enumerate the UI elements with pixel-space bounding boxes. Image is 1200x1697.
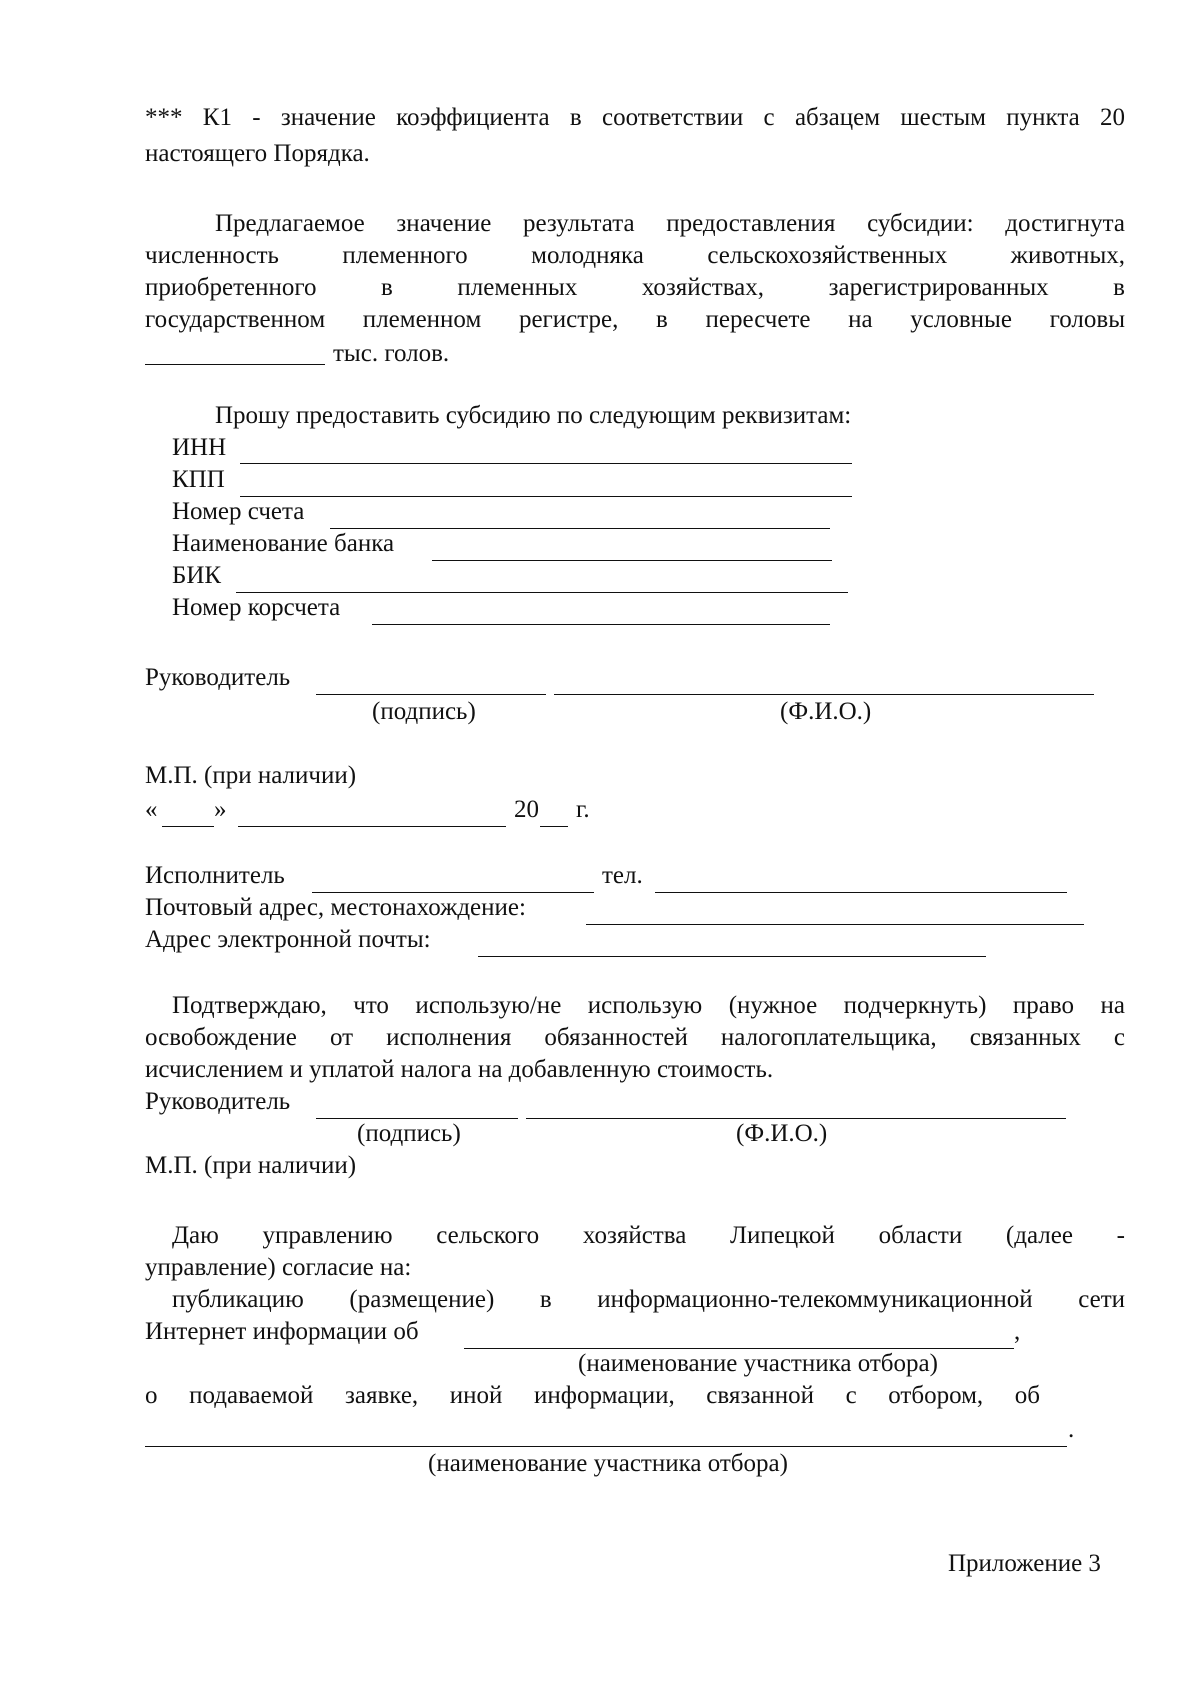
consent-line-2: управление) согласие на: [145,1254,412,1281]
consent-line-1: Даю управлению сельского хозяйства Липецкой области (далее - [172,1222,1125,1249]
head-signature-field-1[interactable] [316,694,546,695]
date-open-quote: « [145,796,158,823]
signature-caption-1: (подпись) [372,698,476,725]
kpp-field[interactable] [240,496,852,497]
bank-name-label: Наименование банка [172,530,395,557]
appendix-label: Приложение 3 [948,1550,1101,1577]
vat-line-1: Подтверждаю, что использую/не использую (нужное подчеркнуть) право на [172,992,1125,1019]
result-line-2: численность племенного молодняка сельскохозяйственных животных, [145,242,1125,269]
bank-details-intro: Прошу предоставить субсидию по следующим реквизитам: [215,402,852,429]
consent-line-5: о подаваемой заявке, иной информации, связанной с отбором, об [145,1382,1040,1409]
account-label: Номер счета [172,498,305,525]
stamp-label-1: М.П. (при наличии) [145,762,357,789]
corr-account-field[interactable] [372,624,830,625]
head-label-1: Руководитель [145,664,291,691]
consent-comma: , [1014,1318,1021,1345]
date-year-field[interactable] [540,826,568,827]
phone-label: тел. [602,862,643,889]
date-close-quote: » [214,796,227,823]
result-line-4: государственном племенном регистре, в пересчете на условные головы [145,306,1125,333]
fio-caption-1: (Ф.И.О.) [780,698,872,725]
vat-line-2: освобождение от исполнения обязанностей налогоплательщика, связанных с [145,1024,1125,1051]
result-line-1: Предлагаемое значение результата предоставления субсидии: достигнута [215,210,1125,237]
kpp-label: КПП [172,466,225,493]
bik-label: БИК [172,562,222,589]
executor-label: Исполнитель [145,862,285,889]
head-label-2: Руководитель [145,1088,291,1115]
address-label: Почтовый адрес, местонахождение: [145,894,526,921]
consent-line-4: Интернет информации об [145,1318,419,1345]
date-day-field[interactable] [162,826,214,827]
footnote-line-2: настоящего Порядка. [145,140,370,167]
footnote-line-1: *** К1 - значение коэффициента в соответствии с абзацем шестым пункта 20 [145,104,1125,131]
signature-caption-2: (подпись) [357,1120,461,1147]
date-year-prefix: 20 [514,796,539,823]
consent-line-3: публикацию (размещение) в информационно-телекоммуникационной сети [172,1286,1125,1313]
participant-caption-1: (наименование участника отбора) [578,1350,938,1377]
phone-field[interactable] [655,892,1067,893]
corr-account-label: Номер корсчета [172,594,341,621]
email-label: Адрес электронной почты: [145,926,431,953]
result-unit: тыс. голов. [333,340,450,367]
address-field[interactable] [586,924,1084,925]
fio-caption-2: (Ф.И.О.) [736,1120,828,1147]
participant-name-field-2[interactable] [145,1446,1067,1447]
result-line-3: приобретенного в племенных хозяйствах, зарегистрированных в [145,274,1125,301]
head-fio-field-1[interactable] [554,694,1094,695]
consent-period: . [1068,1416,1075,1443]
email-field[interactable] [478,956,986,957]
participant-caption-2: (наименование участника отбора) [428,1450,788,1477]
inn-label: ИНН [172,434,227,461]
date-year-suffix: г. [576,796,590,823]
heads-count-blank[interactable] [145,364,325,365]
stamp-label-2: М.П. (при наличии) [145,1152,357,1179]
inn-field[interactable] [240,463,852,464]
account-field[interactable] [330,528,830,529]
vat-line-3: исчислением и уплатой налога на добавленную стоимость. [145,1056,774,1083]
bank-name-field[interactable] [432,560,832,561]
date-month-field[interactable] [238,826,506,827]
